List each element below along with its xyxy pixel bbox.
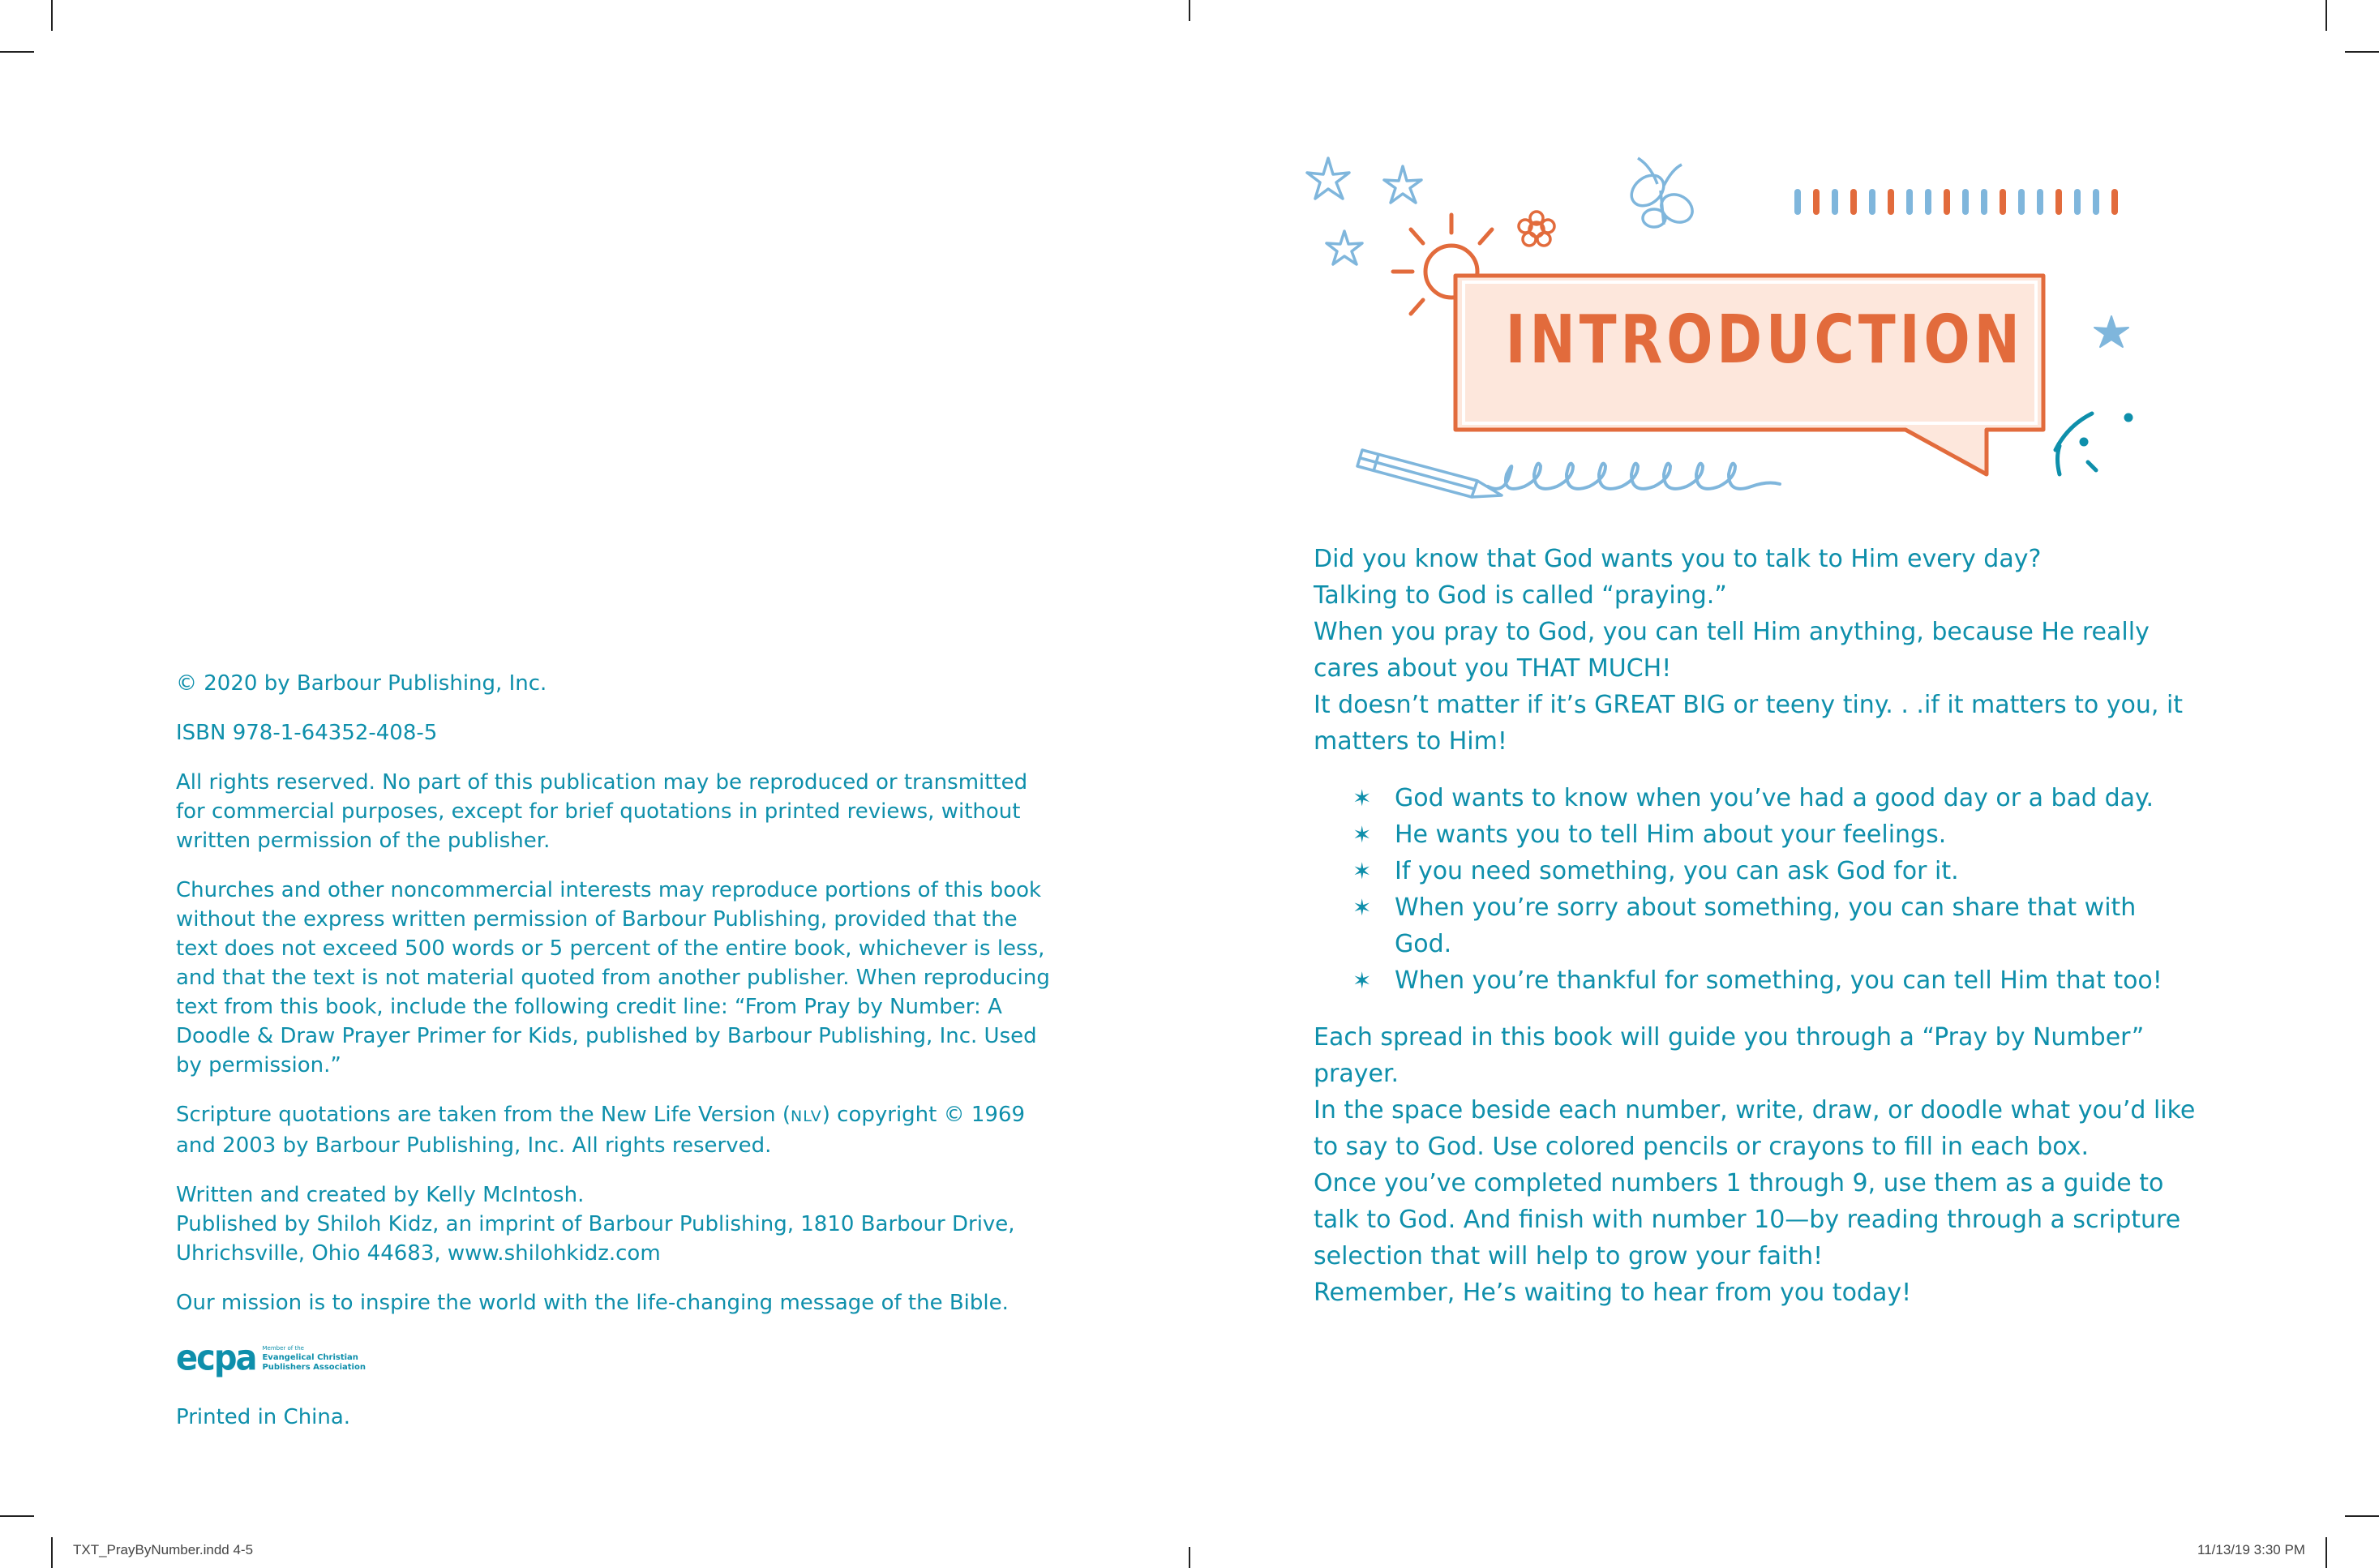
list-item — [1314, 816, 2197, 853]
star-icon — [1384, 166, 1421, 203]
bullet-text: When you’re sorry about something, you can share that with God. — [1395, 893, 2137, 958]
crop-mark — [51, 0, 53, 31]
closing-line: Each spread in this book will guide you through a “Pray by Number” prayer. — [1314, 1023, 2145, 1088]
slug-datetime: 11/13/19 3:30 PM — [2197, 1542, 2305, 1557]
slug-file: TXT_PrayByNumber.indd 4-5 — [73, 1542, 254, 1557]
closing-line: Remember, He’s waiting to hear from you today! — [1314, 1279, 1912, 1307]
pencil-icon — [1357, 450, 1502, 497]
ecpa-member: Member of the — [262, 1345, 304, 1352]
bullet-text: He wants you to tell Him about your feelings. — [1395, 820, 1947, 849]
dash-strip — [1798, 192, 2115, 212]
bullet-text: When you’re thankful for something, you can tell Him that too! — [1395, 966, 2163, 995]
intro-paragraphs — [1314, 541, 2197, 760]
page-title: INTRODUCTION — [1505, 302, 2024, 379]
crop-mark — [1189, 0, 1190, 21]
crop-mark — [2325, 0, 2327, 31]
star-icon — [1327, 231, 1362, 264]
bullet-list — [1314, 780, 2197, 999]
flower-icon — [1519, 212, 1554, 246]
isbn: ISBN 978-1-64352-408-5 — [176, 721, 438, 745]
printed-in: Printed in China. — [176, 1405, 351, 1429]
crop-mark — [0, 51, 34, 53]
squiggle-icon — [1488, 464, 1780, 489]
bullet-star-icon: ✶ — [1352, 785, 1372, 812]
crop-mark — [2345, 1515, 2379, 1517]
crop-mark — [2325, 1537, 2327, 1568]
list-item — [1314, 780, 2197, 816]
ecpa-mark: ecpa — [176, 1337, 256, 1379]
bullet-star-icon: ✶ — [1352, 858, 1372, 885]
churches-permission: Churches and other noncommercial interests may reproduce portions of this book without the express written permission of Barbour Publishing, provided that the text does not exceed 500 words or 5 percent of the entire book, whichever is less, and that the text is not material quoted from another publisher. When reproducing text from this book, include the following credit line: “From Pray by Number: A Doodle & Draw Prayer Primer for Kids, published by Barbour Publishing, Inc. Used by permission.” — [176, 878, 1050, 1077]
bullet-text: God wants to know when you’ve had a good day or a bad day. — [1395, 784, 2154, 812]
scripture-credit — [176, 1100, 1060, 1160]
ecpa-line1: Evangelical Christian — [262, 1353, 358, 1362]
mission-statement: Our mission is to inspire the world with the life-changing message of the Bible. — [176, 1291, 1009, 1315]
bullet-text: If you need something, you can ask God for it. — [1395, 857, 1959, 885]
closing-line: Once you’ve completed numbers 1 through 9, use them as a guide to talk to God. And finish with number 10—by reading through a scripture selection that will help to grow your faith! — [1314, 1169, 2181, 1270]
scripture-credit-before: Scripture quotations are taken from the New Life Version ( — [176, 1103, 791, 1127]
list-item — [1314, 962, 2197, 999]
rights-statement: All rights reserved. No part of this publication may be reproduced or transmitted for commercial purposes, except for brief quotations in printed reviews, without written permission of the publisher. — [176, 770, 1028, 853]
intro-line: Talking to God is called “praying.” — [1314, 581, 1727, 610]
list-item — [1314, 853, 2197, 889]
bullet-star-icon: ✶ — [1352, 967, 1372, 994]
scripture-credit-after: ) copyright © 1969 and 2003 by Barbour Publishing, Inc. All rights reserved. — [176, 1103, 1026, 1158]
star-icon — [1307, 158, 1349, 199]
bullet-star-icon: ✶ — [1352, 821, 1372, 848]
ecpa-line2: Publishers Association — [262, 1363, 366, 1372]
published-by: Published by Shiloh Kidz, an imprint of Barbour Publishing, 1810 Barbour Drive, Uhrichsville, Ohio 44683, www.shilohkidz.com — [176, 1212, 1015, 1266]
ecpa-text — [262, 1343, 366, 1373]
author-publisher — [176, 1180, 1060, 1268]
butterfly-icon — [1626, 158, 1697, 228]
intro-line: Did you know that God wants you to talk to Him every day? — [1314, 545, 2042, 573]
closing-line: In the space beside each number, write, draw, or doodle what you’d like to say to God. Use colored pencils or crayons to fill in each box. — [1314, 1096, 2196, 1161]
crop-mark — [1189, 1547, 1190, 1568]
crop-mark — [51, 1537, 53, 1568]
intro-line: When you pray to God, you can tell Him anything, because He really cares about you THAT MUCH! — [1314, 618, 2150, 683]
written-by: Written and created by Kelly McIntosh. — [176, 1183, 585, 1207]
scripture-abbr: NLV — [791, 1107, 822, 1125]
copyright-line: © 2020 by Barbour Publishing, Inc. — [176, 671, 547, 696]
copyright-page — [176, 669, 1060, 1452]
sparkle-icon — [2055, 413, 2131, 474]
crop-mark — [2345, 51, 2379, 53]
bullet-star-icon: ✶ — [1352, 894, 1372, 921]
intro-line: It doesn’t matter if it’s GREAT BIG or teeny tiny. . .if it matters to you, it matters to Him! — [1314, 691, 2184, 756]
closing-paragraphs — [1314, 1019, 2197, 1311]
intro-body — [1314, 541, 2197, 1311]
list-item — [1314, 889, 2197, 962]
star-icon — [2094, 316, 2128, 347]
ecpa-logo — [176, 1338, 1060, 1378]
crop-mark — [0, 1515, 34, 1517]
